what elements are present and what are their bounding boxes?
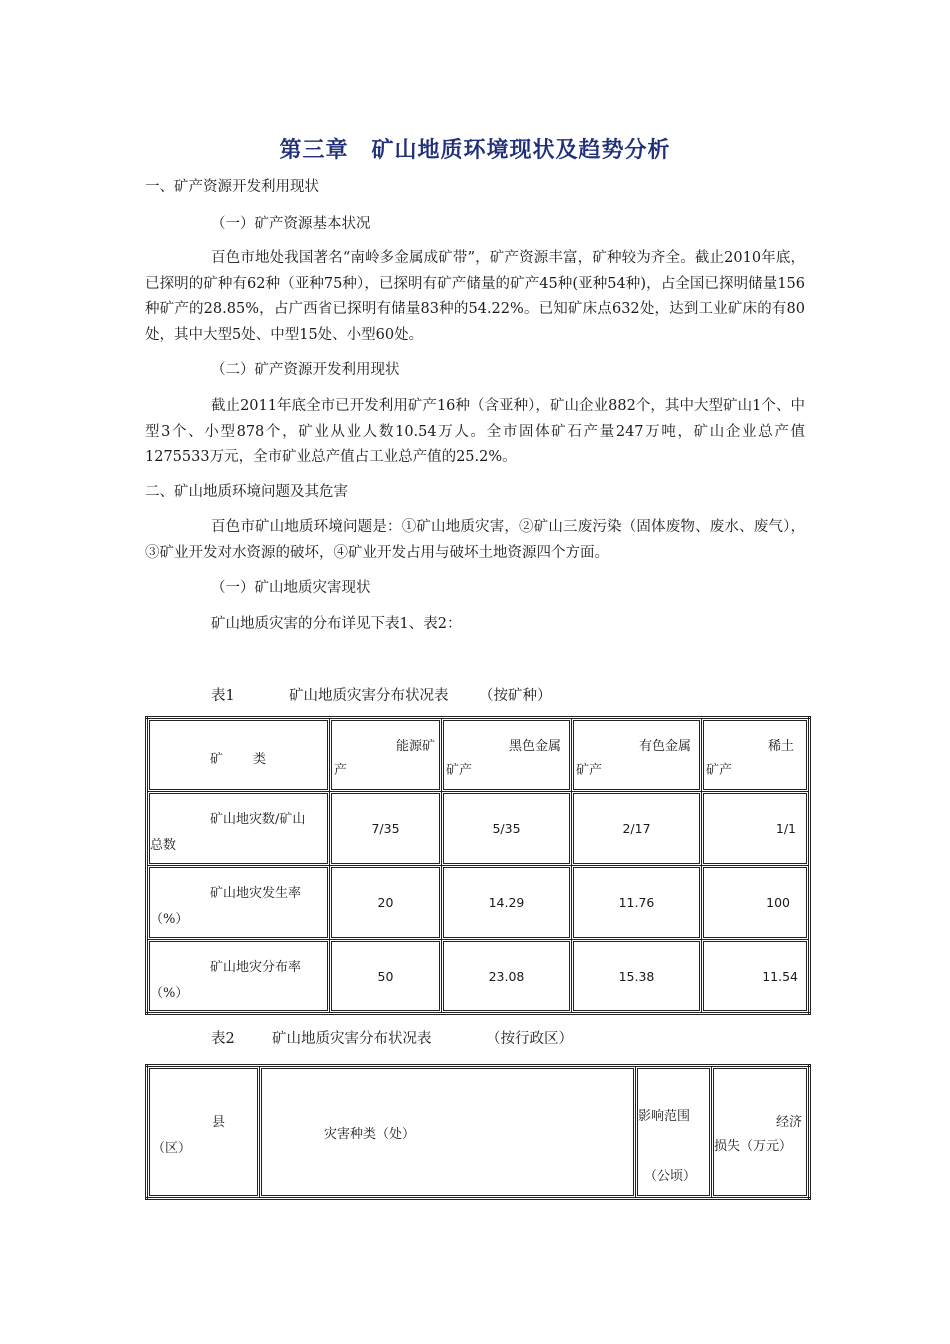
table1-column-header: 稀土 矿产 [702,718,810,792]
table1-number: 表1 [211,688,235,704]
table2-header-affected-area: 影响范围 （公顷） [636,1066,712,1199]
table1-header-row [147,718,810,792]
table-cell: 14.29 [442,866,572,940]
section-heading-1: 一、矿产资源开发利用现状 [145,179,319,195]
table-cell: 11.54 [702,940,810,1014]
table-cell: 7/35 [330,792,442,866]
chapter-title: 第三章 矿山地质环境现状及趋势分析 [279,138,671,163]
table2-header-row [147,1066,810,1199]
table1-column-header: 黑色金属 矿产 [442,718,572,792]
row-label: 矿山地灾数/矿山 总数 [147,792,330,866]
table2-caption [211,1029,573,1049]
table2-header-county: 县 （区） [147,1066,260,1199]
row-label: 矿山地灾发生率 （%） [147,866,330,940]
table-cell: 2/17 [572,792,702,866]
table2-title: 矿山地质灾害分布状况表 [272,1031,432,1047]
subsection-heading-1: （一）矿产资源基本状况 [211,216,371,232]
paragraph-environment-problems: 百色市矿山地质环境问题是：①矿山地质灾害，②矿山三废污染（固体废物、废水、废气），③矿业开发对水资源的破坏，④矿业开发占用与破坏土地资源四个方面。 [145,519,805,561]
paragraph-resource-status: 百色市地处我国著名“南岭多金属成矿带”，矿产资源丰富，矿种较为齐全。截止2010年底，已探明的矿种有62种（亚种75种），已探明有矿产储量的矿产45种(亚种54种)，占全国已探明储量156种矿产的28.85%，占广西省已探明有储量83种的54.22%。已知矿床点632处，达到工业矿床的有80处，其中大型5处、中型15处、小型60处。 [145,250,805,343]
table1-disaster-by-mineral [145,716,811,1015]
subsection-heading-3: （一）矿山地质灾害现状 [211,580,371,596]
table2-header-economic-loss: 经济 损失（万元） [712,1066,810,1199]
subsection-heading-2: （二）矿产资源开发利用现状 [211,362,400,378]
row-label: 矿山地灾分布率 （%） [147,940,330,1014]
paragraph-development-status: 截止2011年底全市已开发利用矿产16种（含亚种），矿山企业882个，其中大型矿山1个、中型3个、小型878个，矿业从业人数10.54万人。全市固体矿石产量247万吨，矿山企业总产值1275533万元，全市矿业总产值占工业总产值的25.2%。 [145,398,805,465]
table2-note: （按行政区） [486,1031,573,1047]
table-cell: 100 [702,866,810,940]
table2-header-disaster-type: 灾害种类（处） [260,1066,636,1199]
section-heading-2: 二、矿山地质环境问题及其危害 [145,484,348,500]
paragraph-table-intro: 矿山地质灾害的分布详见下表1、表2： [211,616,462,632]
header-label-a: 矿 [210,752,224,767]
table2-disaster-by-district [145,1064,811,1200]
table2-number: 表2 [211,1031,235,1047]
table1-note: （按矿种） [479,688,552,704]
table-cell: 15.38 [572,940,702,1014]
table-cell: 23.08 [442,940,572,1014]
table-cell: 20 [330,866,442,940]
table-row [147,866,810,940]
table1-header-label [147,718,330,792]
table1-title: 矿山地质灾害分布状况表 [289,688,449,704]
table-cell: 11.76 [572,866,702,940]
table-row [147,792,810,866]
table-cell: 1/1 [702,792,810,866]
table-row [147,940,810,1014]
table1-caption [211,686,552,706]
table1-column-header: 有色金属 矿产 [572,718,702,792]
table1-column-header: 能源矿 产 [330,718,442,792]
table-cell: 50 [330,940,442,1014]
header-label-b: 类 [253,752,267,767]
table-cell: 5/35 [442,792,572,866]
